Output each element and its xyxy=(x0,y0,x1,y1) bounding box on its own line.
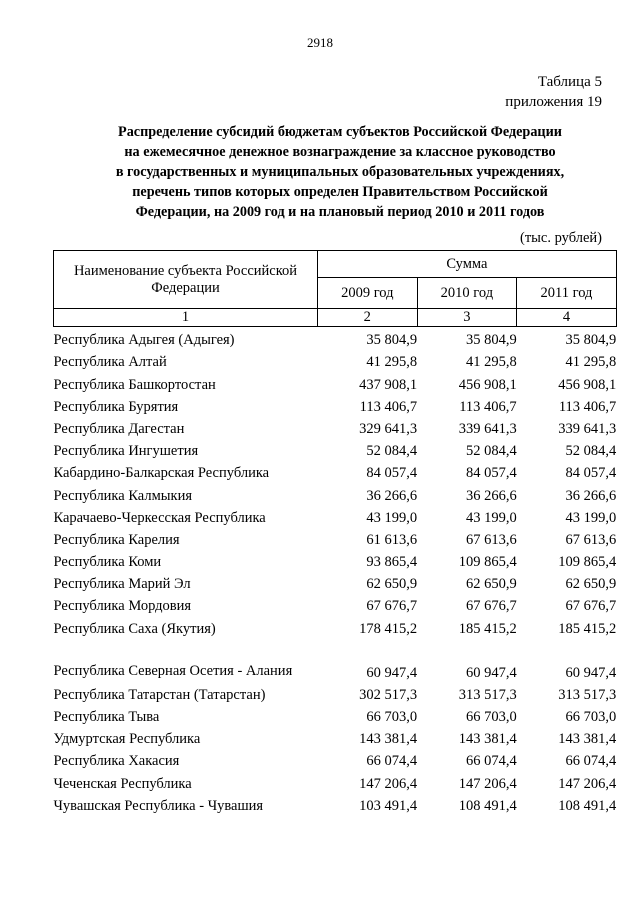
header-year-2009: 2009 год xyxy=(318,278,418,309)
value-2011-cell: 67 676,7 xyxy=(565,598,617,615)
subject-name-cell: Республика Калмыкия xyxy=(53,487,192,504)
value-2011-cell: 456 908,1 xyxy=(558,376,617,393)
value-2010-cell: 185 415,2 xyxy=(458,620,517,637)
value-2010-cell: 113 406,7 xyxy=(459,398,517,415)
value-2011-cell: 143 381,4 xyxy=(558,731,617,748)
table-label-appendix: приложения 19 xyxy=(505,94,602,110)
subject-name-cell: Кабардино-Балкарская Республика xyxy=(53,465,270,482)
subject-name-cell: Карачаево-Черкесская Республика xyxy=(53,509,266,526)
value-2010-cell: 62 650,9 xyxy=(465,576,517,593)
table-row xyxy=(54,682,617,704)
table-row xyxy=(54,770,617,792)
value-2009-cell: 143 381,4 xyxy=(359,731,418,748)
value-2011-cell: 35 804,9 xyxy=(565,332,617,349)
value-2009-cell: 302 517,3 xyxy=(359,686,418,703)
value-2011-cell: 147 206,4 xyxy=(558,775,617,792)
table-label-number: Таблица 5 xyxy=(537,74,602,90)
header-year-2010: 2010 год xyxy=(417,278,517,309)
table-row xyxy=(54,549,617,571)
value-2011-cell: 66 074,4 xyxy=(565,753,617,770)
column-number: 3 xyxy=(417,309,517,327)
value-2009-cell: 84 057,4 xyxy=(366,465,418,482)
value-2009-cell: 60 947,4 xyxy=(366,664,418,681)
value-2011-cell: 339 641,3 xyxy=(558,420,617,437)
value-2010-cell: 66 074,4 xyxy=(465,753,517,770)
table-row xyxy=(54,748,617,770)
table-row xyxy=(54,527,617,549)
subject-name-cell: Республика Северная Осетия - Алания xyxy=(53,662,293,679)
value-2009-cell: 103 491,4 xyxy=(359,797,418,814)
title-line: на ежемесячное денежное вознаграждение за классное руководство xyxy=(124,144,556,160)
value-2010-cell: 41 295,8 xyxy=(465,354,517,371)
value-2011-cell: 41 295,8 xyxy=(565,354,617,371)
subject-name-cell: Республика Карелия xyxy=(53,531,180,548)
subject-name-cell: Республика Тыва xyxy=(53,709,160,725)
subject-name-cell: Чувашская Республика - Чувашия xyxy=(53,797,264,814)
title-line: Федерации, на 2009 год и на плановый период 2010 и 2011 годов xyxy=(135,204,545,220)
title-line: Распределение субсидий бюджетам субъектов Российской Федерации xyxy=(118,124,562,140)
column-number: 2 xyxy=(318,309,418,327)
header-year-2011: 2011 год xyxy=(517,278,617,309)
value-2009-cell: 147 206,4 xyxy=(359,775,418,792)
subject-name-cell: Республика Адыгея (Адыгея) xyxy=(53,332,235,349)
value-2009-cell: 329 641,3 xyxy=(359,420,418,437)
value-2009-cell: 52 084,4 xyxy=(366,443,418,460)
value-2010-cell: 67 613,6 xyxy=(465,531,517,548)
subject-name-cell: Республика Саха (Якутия) xyxy=(53,620,216,637)
subject-name-cell: Республика Ингушетия xyxy=(53,443,199,460)
value-2010-cell: 67 676,7 xyxy=(465,598,517,615)
document-title xyxy=(60,122,620,222)
value-2010-cell: 84 057,4 xyxy=(465,465,517,482)
subject-name-cell: Республика Бурятия xyxy=(53,398,179,415)
value-2010-cell: 35 804,9 xyxy=(465,332,517,349)
table-row xyxy=(54,349,617,371)
value-2011-cell: 43 199,0 xyxy=(565,509,617,526)
value-2011-cell: 108 491,4 xyxy=(558,797,617,814)
table-row xyxy=(54,394,617,416)
value-2010-cell: 339 641,3 xyxy=(458,420,517,437)
value-2011-cell: 84 057,4 xyxy=(565,465,617,482)
value-2010-cell: 43 199,0 xyxy=(465,509,517,526)
subject-name-cell: Республика Башкортостан xyxy=(53,376,216,393)
subject-name-cell: Республика Хакасия xyxy=(53,753,180,770)
page-number: 2918 xyxy=(307,35,333,50)
value-2011-cell: 67 613,6 xyxy=(565,531,617,548)
value-2011-cell: 36 266,6 xyxy=(565,487,617,504)
table-row xyxy=(54,593,617,615)
value-2010-cell: 143 381,4 xyxy=(458,731,517,748)
table-row xyxy=(54,416,617,438)
value-2010-cell: 147 206,4 xyxy=(458,775,517,792)
table-label xyxy=(505,72,602,112)
table-row xyxy=(54,726,617,748)
value-2011-cell: 113 406,7 xyxy=(558,398,617,415)
subject-name-cell: Удмуртская Республика xyxy=(53,731,201,748)
table-row xyxy=(54,460,617,482)
title-line: в государственных и муниципальных образовательных учреждениях, xyxy=(115,164,565,180)
units-label: (тыс. рублей) xyxy=(520,230,602,246)
value-2011-cell: 60 947,4 xyxy=(565,664,617,681)
value-2010-cell: 66 703,0 xyxy=(465,709,517,725)
subject-name-cell: Республика Татарстан (Татарстан) xyxy=(53,686,266,703)
subject-name-cell: Чеченская Республика xyxy=(53,775,192,792)
value-2010-cell: 108 491,4 xyxy=(458,797,517,814)
value-2009-cell: 437 908,1 xyxy=(359,376,418,393)
table-row xyxy=(54,638,617,682)
title-line: перечень типов которых определен Правительством Российской xyxy=(132,184,548,200)
subject-name-cell: Республика Коми xyxy=(53,554,162,571)
table-row xyxy=(54,704,617,726)
table-row xyxy=(54,482,617,504)
value-2009-cell: 67 676,7 xyxy=(366,598,418,615)
value-2009-cell: 62 650,9 xyxy=(366,576,418,593)
value-2009-cell: 113 406,7 xyxy=(359,398,418,415)
value-2009-cell: 43 199,0 xyxy=(366,509,418,526)
column-number: 1 xyxy=(54,309,318,327)
value-2009-cell: 66 074,4 xyxy=(366,753,418,770)
subsidy-table xyxy=(53,250,617,815)
value-2009-cell: 66 703,0 xyxy=(366,709,418,725)
value-2009-cell: 61 613,6 xyxy=(366,531,418,548)
table-row xyxy=(54,793,617,815)
table-row xyxy=(54,438,617,460)
value-2009-cell: 178 415,2 xyxy=(359,620,418,637)
subject-name-cell: Республика Марий Эл xyxy=(53,576,191,593)
value-2011-cell: 185 415,2 xyxy=(558,620,617,637)
header-sum: Сумма xyxy=(318,251,617,278)
value-2009-cell: 36 266,6 xyxy=(366,487,418,504)
value-2010-cell: 52 084,4 xyxy=(465,443,517,460)
table-body xyxy=(54,327,617,815)
subject-name-cell: Республика Дагестан xyxy=(53,420,185,437)
value-2011-cell: 52 084,4 xyxy=(565,443,617,460)
value-2011-cell: 66 703,0 xyxy=(565,709,617,725)
value-2010-cell: 60 947,4 xyxy=(465,664,517,681)
table-row xyxy=(54,615,617,637)
value-2009-cell: 93 865,4 xyxy=(366,554,418,571)
value-2011-cell: 62 650,9 xyxy=(565,576,617,593)
value-2010-cell: 456 908,1 xyxy=(458,376,517,393)
table-row xyxy=(54,371,617,393)
value-2011-cell: 109 865,4 xyxy=(558,554,617,571)
subject-name-cell: Республика Алтай xyxy=(53,354,167,371)
value-2010-cell: 313 517,3 xyxy=(458,686,517,703)
column-number: 4 xyxy=(517,309,617,327)
value-2010-cell: 109 865,4 xyxy=(458,554,517,571)
subject-name-cell: Республика Мордовия xyxy=(53,598,192,615)
table-row xyxy=(54,327,617,350)
header-subject-name: Наименование субъекта Российской Федерации xyxy=(54,251,318,309)
table-row xyxy=(54,505,617,527)
value-2009-cell: 35 804,9 xyxy=(366,332,418,349)
value-2011-cell: 313 517,3 xyxy=(558,686,617,703)
value-2009-cell: 41 295,8 xyxy=(366,354,418,371)
table-row xyxy=(54,571,617,593)
value-2010-cell: 36 266,6 xyxy=(465,487,517,504)
